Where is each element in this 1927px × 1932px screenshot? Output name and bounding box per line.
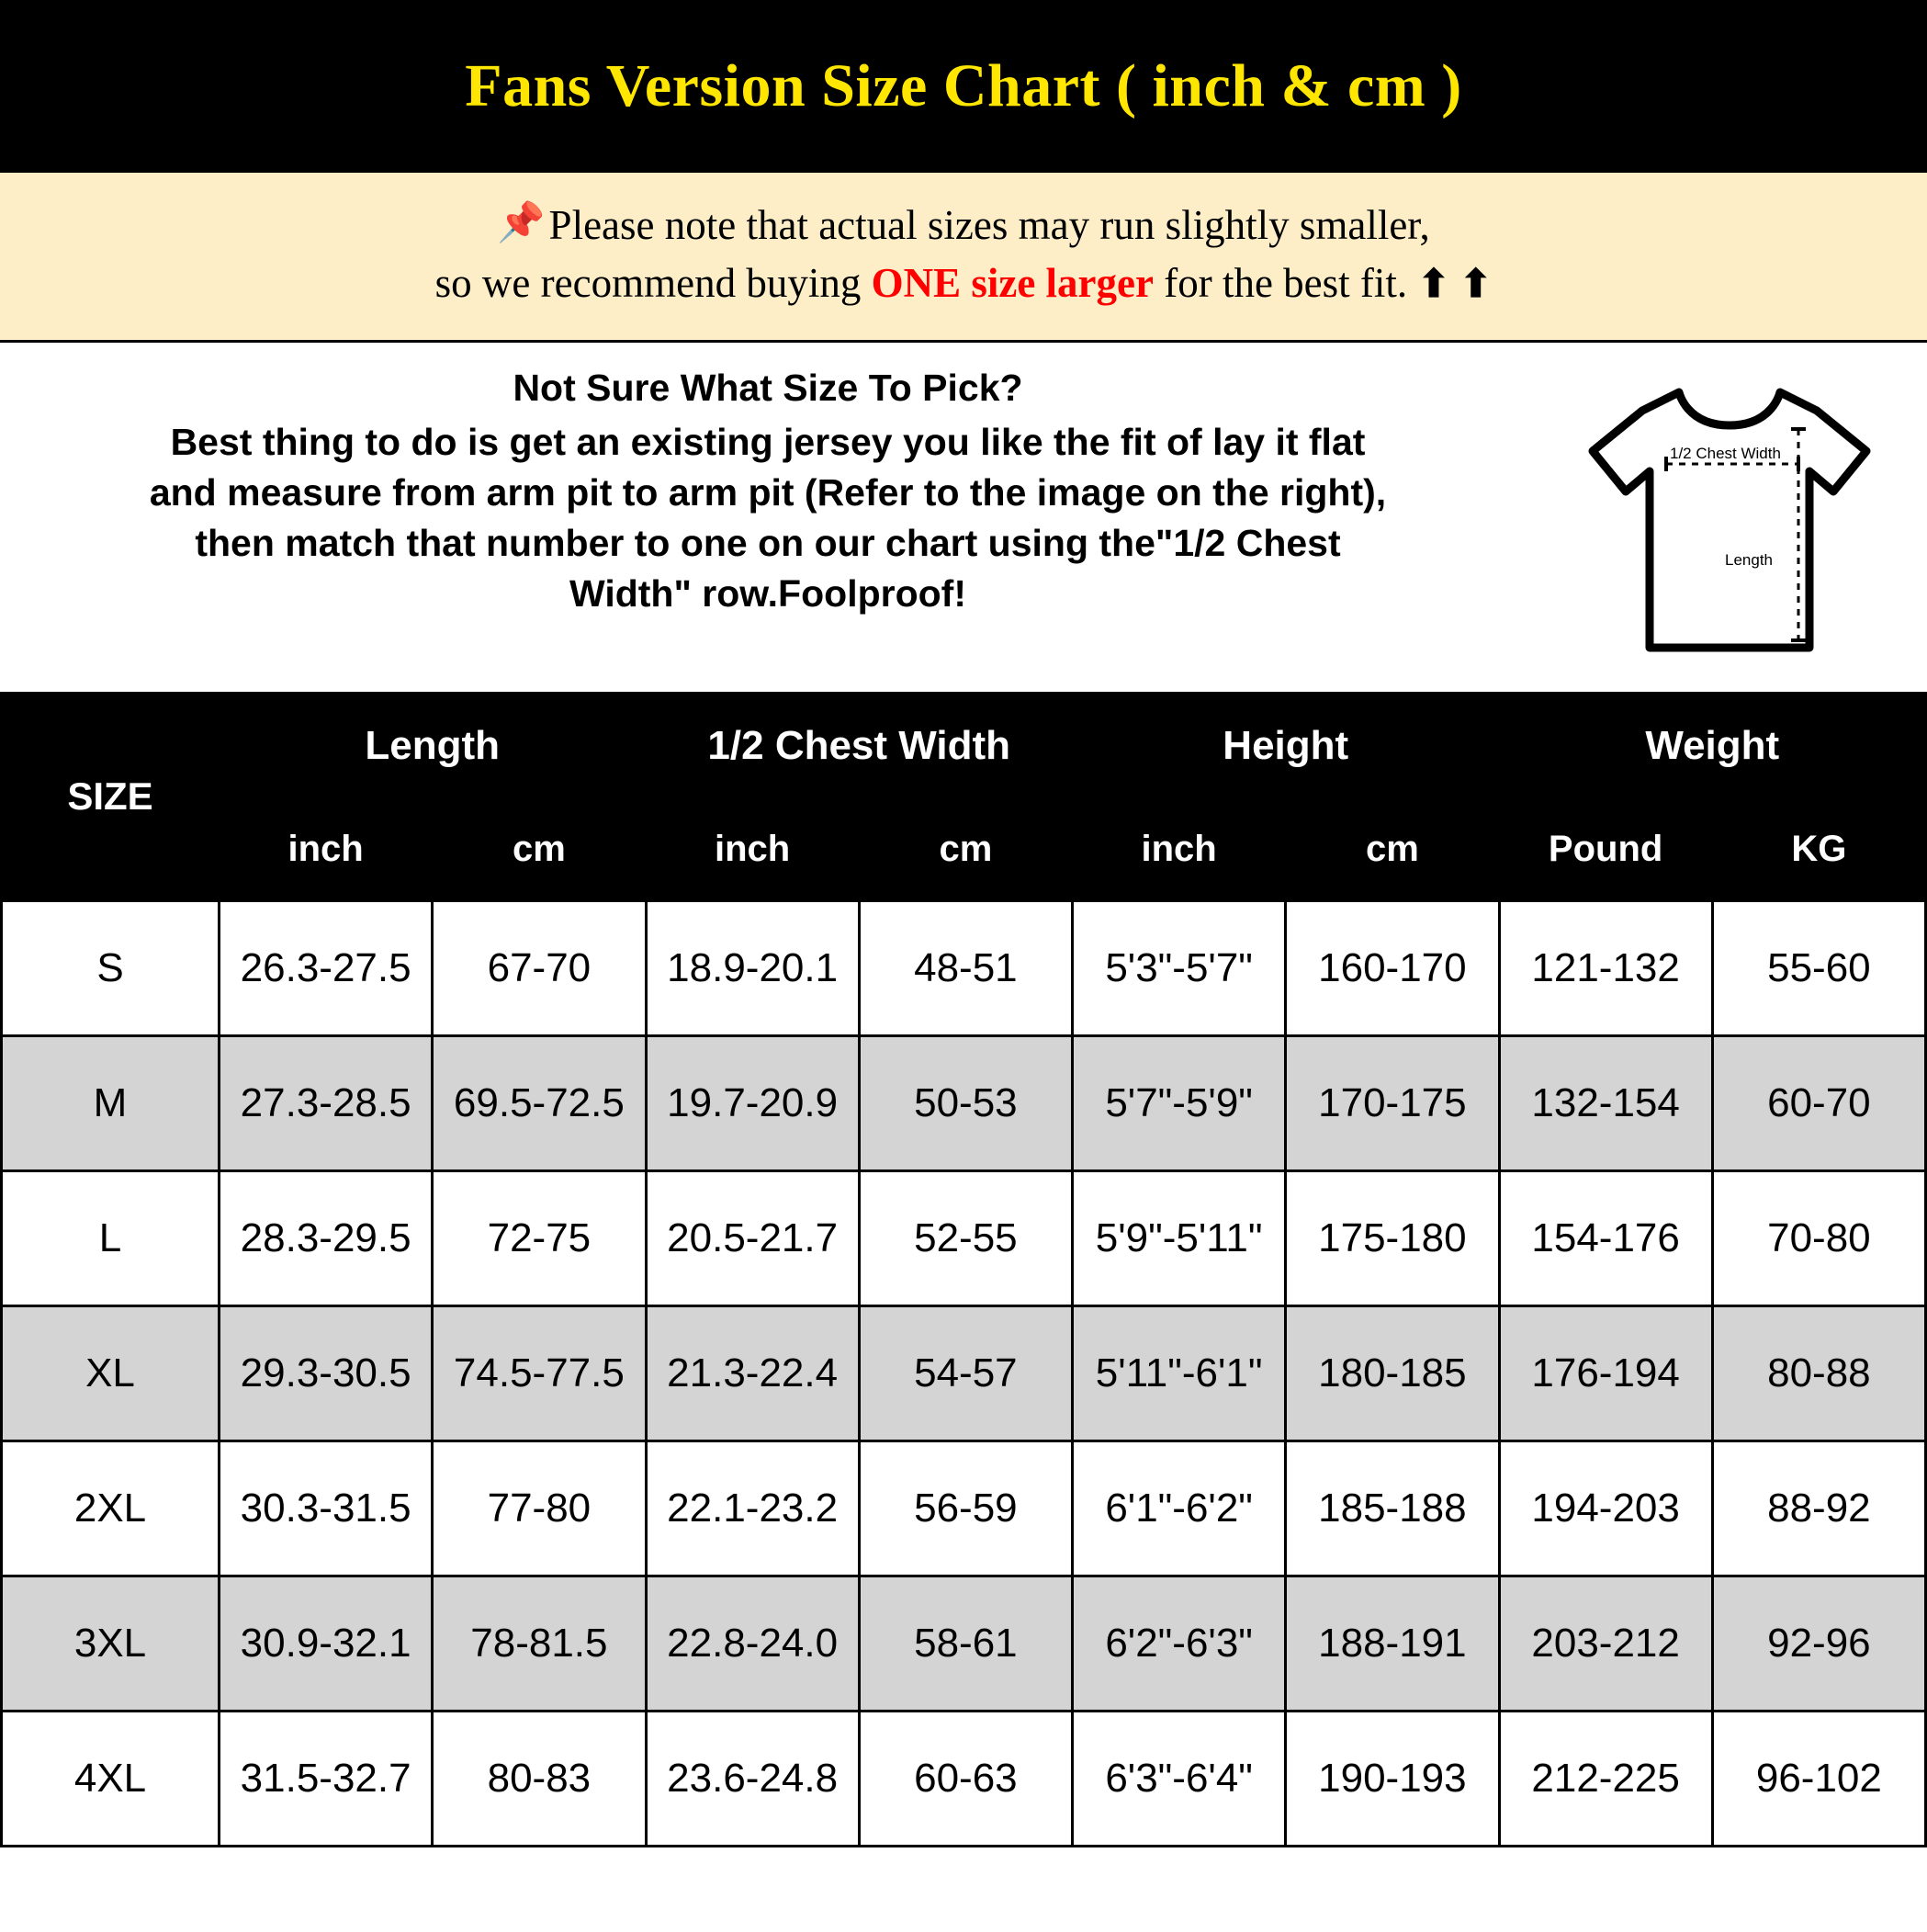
cell-length-cm: 80-83 [433, 1711, 646, 1846]
cell-chest-cm: 60-63 [859, 1711, 1072, 1846]
cell-length-inch: 30.9-32.1 [220, 1576, 433, 1711]
header-unit-height-cm: cm [1286, 798, 1499, 900]
cell-height-inch: 6'1"-6'2" [1073, 1441, 1286, 1576]
cell-height-inch: 5'7"-5'9" [1073, 1035, 1286, 1170]
table-body [2, 900, 1926, 1846]
cell-chest-cm: 50-53 [859, 1035, 1072, 1170]
table-row [2, 1305, 1926, 1441]
cell-weight-pound: 212-225 [1499, 1711, 1712, 1846]
cell-length-inch: 31.5-32.7 [220, 1711, 433, 1846]
advice-section [0, 343, 1927, 692]
cell-weight-kg: 60-70 [1712, 1035, 1925, 1170]
advice-line-3: then match that number to one on our chart using the"1/2 Chest [195, 521, 1341, 564]
pin-icon: 📌 [497, 202, 546, 244]
cell-length-cm: 77-80 [433, 1441, 646, 1576]
tshirt-icon [1578, 372, 1881, 675]
row-size: M [2, 1035, 220, 1170]
row-size: 2XL [2, 1441, 220, 1576]
row-size: S [2, 900, 220, 1035]
cell-length-cm: 74.5-77.5 [433, 1305, 646, 1441]
cell-weight-pound: 154-176 [1499, 1170, 1712, 1305]
header-row-groups [2, 693, 1926, 798]
advice-line-1: Best thing to do is get an existing jersey you like the fit of lay it flat [170, 420, 1366, 463]
cell-chest-inch: 18.9-20.1 [646, 900, 859, 1035]
cell-height-inch: 6'3"-6'4" [1073, 1711, 1286, 1846]
note-banner [0, 173, 1927, 343]
cell-length-cm: 67-70 [433, 900, 646, 1035]
cell-height-cm: 175-180 [1286, 1170, 1499, 1305]
header-unit-length-inch: inch [220, 798, 433, 900]
cell-weight-pound: 132-154 [1499, 1035, 1712, 1170]
cell-length-cm: 78-81.5 [433, 1576, 646, 1711]
cell-height-cm: 170-175 [1286, 1035, 1499, 1170]
advice-line-2: and measure from arm pit to arm pit (Refer to the image on the right), [149, 470, 1387, 514]
cell-height-cm: 180-185 [1286, 1305, 1499, 1441]
arrow-up-icon: ⬆ ⬆ [1417, 263, 1493, 306]
row-size: 4XL [2, 1711, 220, 1846]
cell-weight-pound: 176-194 [1499, 1305, 1712, 1441]
note-text-2-post: for the best fit. [1153, 259, 1408, 306]
size-table [0, 692, 1927, 1847]
header-group-height: Height [1073, 693, 1500, 798]
header-size: SIZE [2, 693, 220, 900]
header-unit-height-inch: inch [1073, 798, 1286, 900]
note-line-1 [18, 197, 1909, 254]
advice-line-4: Width" row.Foolproof! [569, 571, 966, 615]
cell-chest-cm: 56-59 [859, 1441, 1072, 1576]
cell-height-inch: 5'9"-5'11" [1073, 1170, 1286, 1305]
cell-chest-inch: 19.7-20.9 [646, 1035, 859, 1170]
cell-chest-inch: 21.3-22.4 [646, 1305, 859, 1441]
table-header [2, 693, 1926, 900]
cell-height-cm: 160-170 [1286, 900, 1499, 1035]
cell-length-cm: 69.5-72.5 [433, 1035, 646, 1170]
cell-weight-kg: 96-102 [1712, 1711, 1925, 1846]
cell-height-inch: 5'11"-6'1" [1073, 1305, 1286, 1441]
cell-length-inch: 29.3-30.5 [220, 1305, 433, 1441]
advice-text [0, 363, 1532, 619]
advice-heading: Not Sure What Size To Pick? [513, 366, 1023, 409]
row-size: 3XL [2, 1576, 220, 1711]
cell-weight-pound: 121-132 [1499, 900, 1712, 1035]
cell-weight-pound: 203-212 [1499, 1576, 1712, 1711]
tshirt-diagram [1532, 363, 1927, 675]
table-row [2, 1035, 1926, 1170]
header-unit-chest-inch: inch [646, 798, 859, 900]
header-group-chest: 1/2 Chest Width [646, 693, 1073, 798]
cell-weight-kg: 92-96 [1712, 1576, 1925, 1711]
cell-length-inch: 30.3-31.5 [220, 1441, 433, 1576]
cell-chest-cm: 52-55 [859, 1170, 1072, 1305]
note-line-2 [18, 254, 1909, 312]
cell-chest-cm: 58-61 [859, 1576, 1072, 1711]
table-row [2, 1576, 1926, 1711]
chest-width-label: 1/2 Chest Width [1670, 444, 1781, 462]
row-size: L [2, 1170, 220, 1305]
table-row [2, 900, 1926, 1035]
cell-chest-inch: 23.6-24.8 [646, 1711, 859, 1846]
cell-chest-inch: 22.1-23.2 [646, 1441, 859, 1576]
cell-length-cm: 72-75 [433, 1170, 646, 1305]
cell-height-cm: 185-188 [1286, 1441, 1499, 1576]
header-group-weight: Weight [1499, 693, 1926, 798]
cell-weight-kg: 88-92 [1712, 1441, 1925, 1576]
cell-height-cm: 190-193 [1286, 1711, 1499, 1846]
header-unit-length-cm: cm [433, 798, 646, 900]
cell-chest-inch: 20.5-21.7 [646, 1170, 859, 1305]
cell-weight-kg: 55-60 [1712, 900, 1925, 1035]
cell-weight-kg: 70-80 [1712, 1170, 1925, 1305]
table-row [2, 1711, 1926, 1846]
header-unit-chest-cm: cm [859, 798, 1072, 900]
table-row [2, 1441, 1926, 1576]
cell-weight-pound: 194-203 [1499, 1441, 1712, 1576]
cell-chest-cm: 54-57 [859, 1305, 1072, 1441]
title-banner [0, 0, 1927, 173]
cell-height-cm: 188-191 [1286, 1576, 1499, 1711]
length-label: Length [1725, 550, 1773, 569]
cell-height-inch: 6'2"-6'3" [1073, 1576, 1286, 1711]
note-emphasis: ONE size larger [871, 259, 1154, 306]
cell-chest-inch: 22.8-24.0 [646, 1576, 859, 1711]
cell-length-inch: 26.3-27.5 [220, 900, 433, 1035]
note-text-2-pre: so we recommend buying [434, 259, 872, 306]
row-size: XL [2, 1305, 220, 1441]
header-unit-weight-kg: KG [1712, 798, 1925, 900]
cell-weight-kg: 80-88 [1712, 1305, 1925, 1441]
cell-length-inch: 27.3-28.5 [220, 1035, 433, 1170]
table-row [2, 1170, 1926, 1305]
page-title: Fans Version Size Chart ( inch & cm ) [465, 52, 1462, 119]
note-text-1: Please note that actual sizes may run slightly smaller, [548, 202, 1430, 248]
cell-length-inch: 28.3-29.5 [220, 1170, 433, 1305]
header-group-length: Length [220, 693, 647, 798]
cell-chest-cm: 48-51 [859, 900, 1072, 1035]
cell-height-inch: 5'3"-5'7" [1073, 900, 1286, 1035]
header-row-units [2, 798, 1926, 900]
header-unit-weight-pound: Pound [1499, 798, 1712, 900]
